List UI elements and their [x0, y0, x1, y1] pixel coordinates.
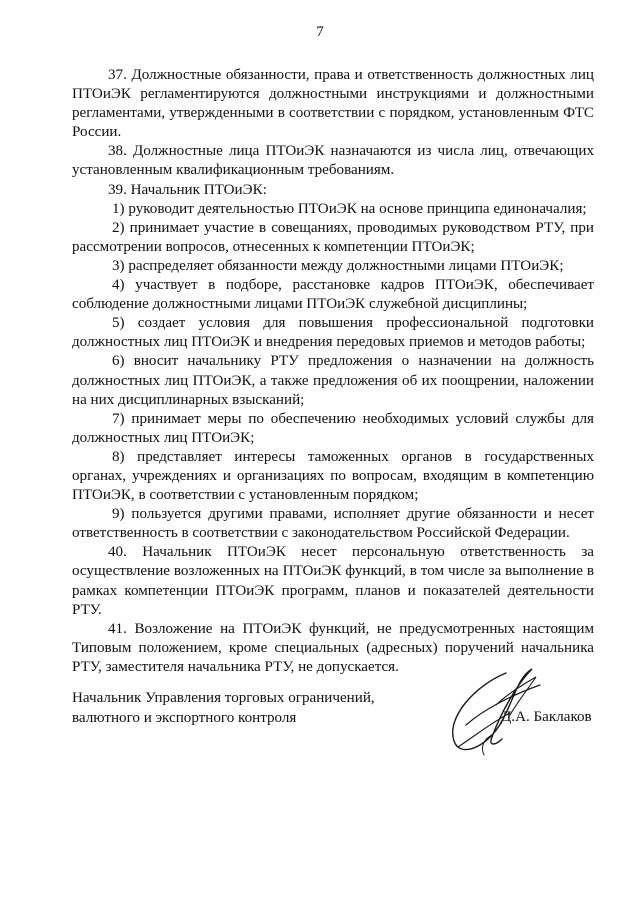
list-item: 2) принимает участие в совещаниях, проводимых руководством РТУ, при рассмотрении вопросов, отнесенных к компетенции ПТОиЭК; — [72, 219, 594, 255]
list-item: 5) создает условия для повышения профессиональной подготовки должностных лиц ПТОиЭК и внедрения передовых приемов и методов работы; — [72, 315, 594, 351]
list-item: 3) распределяет обязанности между должностными лицами ПТОиЭК; — [112, 257, 564, 274]
list-item: 8) представляет интересы таможенных органов в государственных органах, учреждениях и организациях по вопросам, входящим в компетенцию ПТОиЭК, в соответствии с установленным порядком; — [72, 448, 594, 504]
page-number: 7 — [316, 24, 324, 40]
paragraph: 41. Возложение на ПТОиЭК функций, не предусмотренных настоящим Типовым положением, кроме специальных (адресных) поручений начальника РТУ, заместителя начальника РТУ, не допускается. — [72, 620, 594, 675]
list-item: 4) участвует в подборе, расстановке кадров ПТОиЭК, обеспечивает соблюдение должностными лицами ПТОиЭК служебной дисциплины; — [72, 277, 594, 313]
list-item: 6) вносит начальнику РТУ предложения о назначении на должность должностных лиц ПТОиЭК, а также предложения об их поощрении, наложении на них дисциплинарных взысканий; — [72, 353, 594, 408]
document-body — [72, 66, 594, 677]
paragraph: 38. Должностные лица ПТОиЭК назначаются из числа лиц, отвечающих установленным квалификационным требованиям. — [72, 143, 594, 179]
list-item: 1) руководит деятельностью ПТОиЭК на основе принципа единоначалия; — [112, 200, 587, 217]
list-item: 9) пользуется другими правами, исполняет другие обязанности и несет ответственность в соответствии с законодательством Российской Федерации. — [72, 506, 594, 542]
signatory-position-line-1: Начальник Управления торговых ограничений, — [72, 690, 375, 706]
list-item: 7) принимает меры по обеспечению необходимых условий службы для должностных лиц ПТОиЭК; — [72, 410, 594, 446]
paragraph: 40. Начальник ПТОиЭК несет персональную ответственность за осуществление возложенных на ПТОиЭК функций, в том числе за выполнение в рамках компетенции ПТОиЭК программ, планов и показателей деятельности РТУ. — [72, 544, 594, 618]
paragraph: 39. Начальник ПТОиЭК: — [108, 181, 267, 198]
signatory-position — [72, 689, 375, 728]
signatory-name: Д.А. Баклаков — [501, 709, 592, 725]
paragraph: 37. Должностные обязанности, права и ответственность должностных лиц ПТОиЭК регламентируются должностными инструкциями и должностными регламентами, утвержденными в соответствии с порядком, установленным ФТС России. — [72, 67, 594, 141]
signatory-position-line-2: валютного и экспортного контроля — [72, 709, 297, 726]
